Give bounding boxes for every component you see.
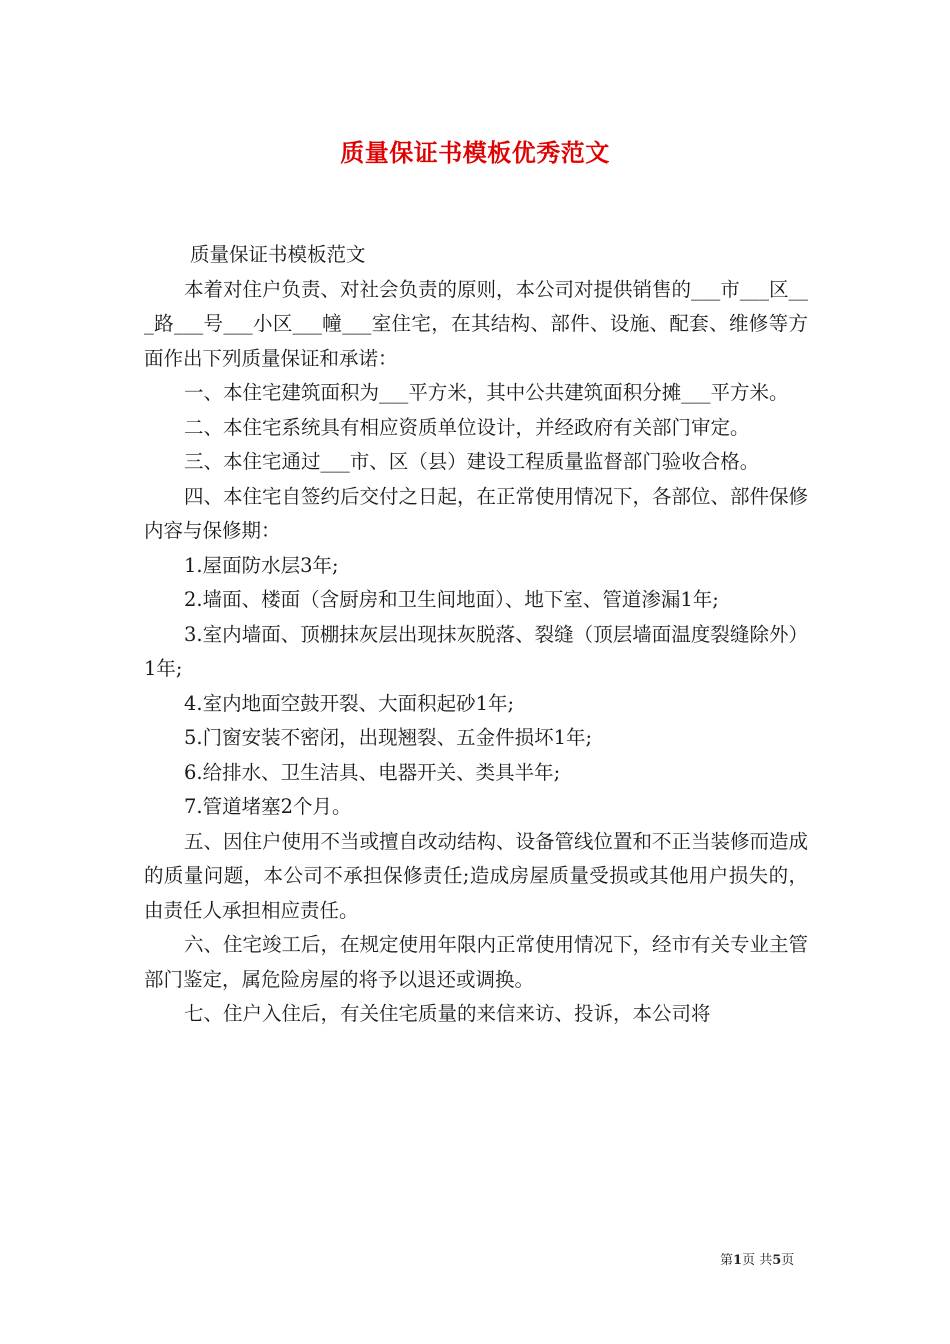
list-item: 6.给排水、卫生洁具、电器开关、类具半年; (184, 760, 561, 784)
footer-total-pages: 5 (772, 1253, 782, 1268)
paragraph-clause-3: 三、本住宅通过___市、区（县）建设工程质量监督部门验收合格。 (184, 450, 760, 473)
list-item: 3.室内墙面、顶棚抹灰层出现抹灰脱落、裂缝（顶层墙面温度裂缝除外）1年; (144, 622, 808, 680)
document-body (144, 238, 808, 1032)
footer-middle: 页 共 (742, 1253, 773, 1268)
paragraph-clause-1: 一、本住宅建筑面积为___平方米，其中公共建筑面积分摊___平方米。 (184, 381, 789, 404)
list-item: 7.管道堵塞2个月。 (184, 795, 352, 818)
paragraph-intro: 本着对住户负责、对社会负责的原则，本公司对提供销售的___市___区___路___号___小区___幢___室住宅，在其结构、部件、设施、配套、维修等方面作出下列质量保证和承诺： (144, 277, 809, 370)
list-item: 4.室内地面空鼓开裂、大面积起砂1年; (184, 691, 515, 715)
paragraph-clause-7: 七、住户入住后，有关住宅质量的来信来访、投诉，本公司将 (184, 1002, 711, 1025)
footer-current-page: 1 (733, 1253, 743, 1268)
footer-suffix: 页 (781, 1253, 795, 1268)
paragraph-clause-2: 二、本住宅系统具有相应资质单位设计，并经政府有关部门审定。 (184, 415, 750, 439)
list-item: 5.门窗安装不密闭，出现翘裂、五金件损坏1年; (184, 726, 593, 749)
paragraph-heading: 质量保证书模板范文 (190, 243, 366, 266)
document-title: 质量保证书模板优秀范文 (340, 138, 610, 167)
footer-prefix: 第 (720, 1253, 734, 1268)
paragraph-clause-4: 四、本住宅自签约后交付之日起，在正常使用情况下，各部位、部件保修内容与保修期： (144, 484, 809, 542)
list-item: 2.墙面、楼面（含厨房和卫生间地面）、地下室、管道渗漏1年; (184, 588, 719, 611)
paragraph-clause-6: 六、住宅竣工后，在规定使用年限内正常使用情况下，经市有关专业主管部门鉴定，属危险房屋的将予以退还或调换。 (144, 933, 809, 991)
page-footer (720, 1249, 794, 1268)
paragraph-clause-5: 五、因住户使用不当或擅自改动结构、设备管线位置和不正当装修而造成的质量问题，本公司不承担保修责任;造成房屋质量受损或其他用户损失的，由责任人承担相应责任。 (144, 829, 809, 922)
list-item: 1.屋面防水层3年; (184, 553, 339, 577)
